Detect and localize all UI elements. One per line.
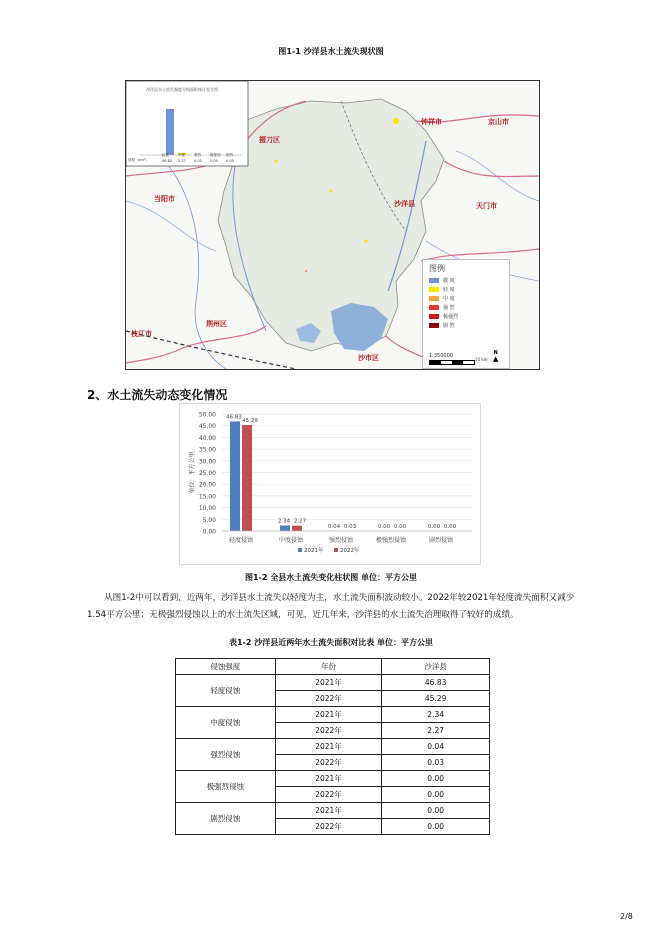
table-header-cell: 年份 bbox=[275, 659, 382, 675]
map-label-jingshan: 京山市 bbox=[488, 118, 509, 126]
bar bbox=[280, 526, 290, 531]
table-row bbox=[176, 739, 490, 755]
legend-label: 强 烈 bbox=[443, 305, 455, 311]
table-year-cell: 2022年 bbox=[275, 723, 382, 739]
table-value-cell: 46.83 bbox=[382, 675, 490, 691]
table-value-cell: 0.00 bbox=[382, 771, 490, 787]
table-group-cell: 轻度侵蚀 bbox=[176, 675, 276, 707]
inset-value: 0.03 bbox=[194, 159, 202, 163]
table-year-cell: 2022年 bbox=[275, 819, 382, 835]
data-label: 46.83 bbox=[226, 414, 242, 421]
table-year-cell: 2021年 bbox=[275, 739, 382, 755]
table-value-cell: 0.00 bbox=[382, 819, 490, 835]
table-group-cell: 强烈侵蚀 bbox=[176, 739, 276, 771]
legend-item bbox=[429, 285, 509, 294]
inset-categories bbox=[162, 153, 246, 158]
legend-swatch bbox=[429, 323, 439, 328]
table-header-cell: 侵蚀强度 bbox=[176, 659, 276, 675]
y-tick-label: 50.00 bbox=[198, 411, 216, 419]
table-year-cell: 2021年 bbox=[275, 707, 382, 723]
legend-label: 极强烈 bbox=[443, 314, 459, 320]
data-label: 0.03 bbox=[343, 523, 357, 530]
legend-swatch bbox=[429, 287, 439, 292]
legend-label: 轻 度 bbox=[443, 287, 455, 293]
table-year-cell: 2021年 bbox=[275, 675, 382, 691]
y-tick-label: 40.00 bbox=[198, 434, 216, 442]
scale-unit: 10 km bbox=[475, 357, 488, 362]
map-label-tianmen: 天门市 bbox=[476, 202, 497, 210]
x-tick-label: 强烈侵蚀 bbox=[328, 537, 354, 544]
legend-label: 微 度 bbox=[443, 278, 455, 284]
table-value-cell: 45.29 bbox=[382, 691, 490, 707]
table-value-cell: 0.03 bbox=[382, 755, 490, 771]
map-label-jingzhou: 荆州区 bbox=[206, 320, 227, 328]
data-label: 0.00 bbox=[393, 524, 407, 530]
inset-category: 极强烈 bbox=[210, 153, 221, 157]
table-year-cell: 2022年 bbox=[275, 787, 382, 803]
y-tick-label: 10.00 bbox=[198, 505, 216, 513]
soil-erosion-map bbox=[125, 80, 540, 370]
erosion-table bbox=[175, 658, 490, 835]
table-year-cell: 2021年 bbox=[275, 803, 382, 819]
legend-swatch bbox=[429, 296, 439, 301]
table-group-cell: 剧烈侵蚀 bbox=[176, 803, 276, 835]
y-tick-label: 20.00 bbox=[198, 481, 216, 489]
inset-row-label: 面积（km²） bbox=[128, 158, 149, 162]
map-label-zhongxiang: 钟祥市 bbox=[421, 118, 442, 126]
legend-label: 2022年 bbox=[340, 548, 360, 554]
legend-item bbox=[429, 303, 509, 312]
table-value-cell: 0.04 bbox=[382, 739, 490, 755]
inset-value: 0.00 bbox=[226, 159, 234, 163]
legend-item bbox=[429, 321, 509, 330]
map-label-duodao: 掇刀区 bbox=[259, 136, 280, 144]
map-label-shayang: 沙洋县 bbox=[394, 200, 415, 208]
table-row bbox=[176, 675, 490, 691]
data-label: 0.04 bbox=[327, 523, 341, 530]
data-label: 2.34 bbox=[277, 518, 291, 525]
x-tick-label: 剧烈侵蚀 bbox=[428, 537, 454, 544]
table-value-cell: 0.00 bbox=[382, 803, 490, 819]
legend-label: 2021年 bbox=[304, 548, 324, 554]
data-label: 45.29 bbox=[242, 418, 258, 425]
table-row bbox=[176, 707, 490, 723]
table-value-cell: 2.34 bbox=[382, 707, 490, 723]
legend-item bbox=[429, 276, 509, 285]
data-label: 0.00 bbox=[377, 524, 391, 530]
table-year-cell: 2022年 bbox=[275, 755, 382, 771]
inset-value: 46.83 bbox=[162, 159, 173, 163]
north-label: N bbox=[493, 350, 498, 356]
x-tick-label: 中度侵蚀 bbox=[278, 537, 304, 544]
table-year-cell: 2021年 bbox=[275, 771, 382, 787]
table-header-row bbox=[176, 659, 490, 675]
legend-swatch bbox=[298, 548, 302, 552]
y-tick-label: 45.00 bbox=[198, 423, 216, 431]
inset-title: 沙洋县水土流失强度分级面积统计直方图 bbox=[146, 87, 218, 92]
bar bbox=[292, 526, 302, 531]
bar bbox=[230, 421, 240, 531]
table-value-cell: 0.00 bbox=[382, 787, 490, 803]
section-title: 2、水土流失动态变化情况 bbox=[87, 388, 228, 402]
table-caption: 表1-2 沙洋县近两年水土流失面积对比表 单位：平方公里 bbox=[228, 638, 434, 647]
y-axis-label: 单位：平方公里 bbox=[189, 451, 196, 494]
table-row bbox=[176, 803, 490, 819]
legend-label: 中 度 bbox=[443, 296, 455, 302]
legend-item bbox=[429, 312, 509, 321]
legend-swatch bbox=[429, 305, 439, 310]
bar-chart-svg bbox=[180, 404, 480, 564]
inset-category: 剧烈 bbox=[226, 153, 233, 157]
legend-label: 剧 烈 bbox=[443, 323, 455, 329]
x-tick-label: 轻度侵蚀 bbox=[228, 537, 254, 544]
y-tick-label: 0.00 bbox=[202, 528, 216, 536]
table-value-cell: 2.27 bbox=[382, 723, 490, 739]
y-tick-label: 5.00 bbox=[202, 516, 216, 524]
y-tick-label: 35.00 bbox=[198, 446, 216, 454]
data-label: 2.27 bbox=[293, 518, 307, 525]
table-header-cell: 沙洋县 bbox=[382, 659, 490, 675]
inset-category: 中度 bbox=[178, 153, 185, 157]
legend-swatch bbox=[334, 548, 338, 552]
inset-category: 强烈 bbox=[194, 153, 201, 157]
y-tick-label: 30.00 bbox=[198, 458, 216, 466]
data-label: 0.00 bbox=[427, 524, 441, 530]
legend-swatch bbox=[429, 278, 439, 283]
legend-title: 图例 bbox=[429, 264, 445, 273]
scale-text: 1:350000 bbox=[429, 353, 453, 359]
scale-bar bbox=[429, 360, 475, 365]
table-group-cell: 中度侵蚀 bbox=[176, 707, 276, 739]
figure-1-caption: 图1-1 沙洋县水土流失现状图 bbox=[278, 47, 384, 56]
data-label: 0.00 bbox=[443, 524, 457, 530]
legend-item bbox=[429, 294, 509, 303]
inset-value: 2.27 bbox=[178, 159, 186, 163]
analysis-paragraph: 从图1-2中可以看到，近两年，沙洋县水土流失以轻度为主，水土流失面积波动较小。2022年较2021年轻度流失面积又减少1.54平方公里；无极强烈侵蚀以上的水土流失区域，可见，近几年来，沙洋县的水土流失治理取得了较好的成绩。 bbox=[87, 593, 575, 620]
map-label-shashi: 沙市区 bbox=[358, 354, 379, 362]
bar bbox=[242, 425, 252, 531]
table-year-cell: 2022年 bbox=[275, 691, 382, 707]
map-label-dangyang: 当阳市 bbox=[154, 195, 175, 203]
inset-category: 轻度 bbox=[162, 153, 169, 157]
page-number: 2/8 bbox=[620, 912, 633, 921]
legend-swatch bbox=[429, 314, 439, 319]
erosion-bar-chart bbox=[179, 403, 481, 565]
table-row bbox=[176, 771, 490, 787]
table-group-cell: 极强烈侵蚀 bbox=[176, 771, 276, 803]
inset-value: 0.00 bbox=[210, 159, 218, 163]
map-label-zhijiang: 枝江市 bbox=[131, 330, 152, 338]
y-tick-label: 25.00 bbox=[198, 470, 216, 477]
north-arrow-icon: N ▲ bbox=[493, 350, 499, 363]
inset-values bbox=[162, 159, 246, 163]
y-tick-label: 15.00 bbox=[198, 493, 216, 501]
figure-2-caption: 图1-2 全县水土流失变化柱状图 单位：平方公里 bbox=[244, 573, 418, 582]
map-legend bbox=[422, 259, 510, 369]
x-tick-label: 极强烈侵蚀 bbox=[375, 537, 407, 544]
